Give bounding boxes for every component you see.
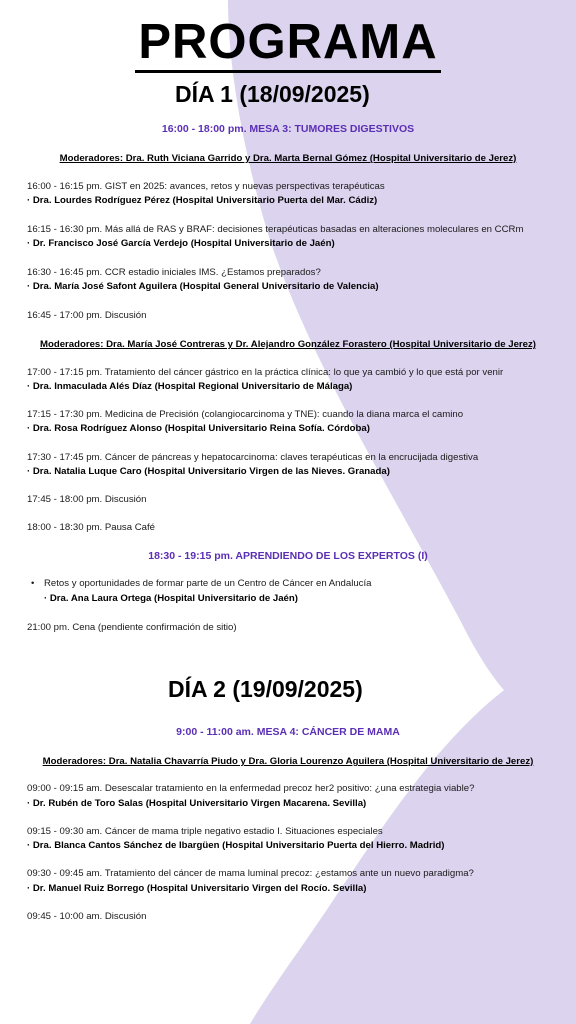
talk-time-title: 16:00 - 16:15 pm. GIST en 2025: avances, retos y nuevas perspectivas terapéuticas: [27, 181, 385, 192]
talk-time-title: 17:15 - 17:30 pm. Medicina de Precisión (colangiocarcinoma y TNE): cuando la diana marca el camino: [27, 409, 464, 420]
talk-speaker: · Dra. Natalia Luque Caro (Hospital Universitario Virgen de las Nieves. Granada): [27, 466, 390, 477]
discussion-item: 16:45 - 17:00 pm. Discusión: [27, 310, 147, 321]
talk-speaker: · Dra. Inmaculada Alés Díaz (Hospital Regional Universitario de Málaga): [27, 381, 353, 392]
talk-speaker: · Dr. Rubén de Toro Salas (Hospital Universitario Virgen Macarena. Sevilla): [27, 798, 367, 809]
expert-speaker: · Dra. Ana Laura Ortega (Hospital Universitario de Jaén): [44, 593, 298, 604]
dinner-item: 21:00 pm. Cena (pendiente confirmación de sitio): [27, 622, 237, 633]
day2-session-title: 9:00 - 11:00 am. MESA 4: CÁNCER DE MAMA: [176, 726, 400, 738]
coffee-break-item: 18:00 - 18:30 pm. Pausa Café: [27, 522, 155, 533]
talk-time-title: 17:30 - 17:45 pm. Cáncer de páncreas y hepatocarcinoma: claves terapéuticas en la encrucijada digestiva: [27, 452, 479, 463]
talk-time-title: 09:00 - 09:15 am. Desescalar tratamiento en la enfermedad precoz her2 positivo: ¿una estrategia viable?: [27, 783, 475, 794]
talk-speaker: · Dr. Francisco José García Verdejo (Hospital Universitario de Jaén): [27, 238, 335, 249]
day1-heading: DÍA 1 (18/09/2025): [175, 81, 370, 107]
day1-session-title: 16:00 - 18:00 pm. MESA 3: TUMORES DIGESTIVOS: [161, 123, 415, 135]
talk-speaker: · Dra. Rosa Rodríguez Alonso (Hospital Universitario Reina Sofía. Córdoba): [27, 423, 370, 434]
talk-time-title: 16:15 - 16:30 pm. Más allá de RAS y BRAF: decisiones terapéuticas basadas en alteraciones moleculares en CCRm: [27, 224, 524, 235]
talk-time-title: 09:30 - 09:45 am. Tratamiento del cáncer de mama luminal precoz: ¿estamos ante un nuevo paradigma?: [27, 868, 474, 879]
day1-experts-session-title: 18:30 - 19:15 pm. APRENDIENDO DE LOS EXPERTOS (I): [148, 550, 428, 562]
talk-time-title: 17:00 - 17:15 pm. Tratamiento del cáncer gástrico en la práctica clínica: lo que ya cambió y lo que está por venir: [27, 367, 504, 378]
day2-moderators: Moderadores: Dra. Natalia Chavarría Piudo y Dra. Gloria Lourenzo Aguilera (Hospital Universitario de Jerez): [42, 756, 534, 767]
title-underline: [135, 70, 441, 73]
bullet-icon: •: [31, 578, 35, 589]
day2-heading: DÍA 2 (19/09/2025): [168, 676, 363, 702]
talk-speaker: · Dra. Lourdes Rodríguez Pérez (Hospital Universitario Puerta del Mar. Cádiz): [27, 195, 378, 206]
discussion-item: 09:45 - 10:00 am. Discusión: [27, 911, 147, 922]
talk-speaker: · Dr. Manuel Ruiz Borrego (Hospital Universitario Virgen del Rocío. Sevilla): [27, 883, 367, 894]
talk-time-title: 16:30 - 16:45 pm. CCR estadio iniciales IMS. ¿Estamos preparados?: [27, 267, 321, 278]
talk-speaker: · Dra. Blanca Cantos Sánchez de Ibargüen (Hospital Universitario Puerta del Hierro. Madrid): [27, 840, 445, 851]
talk-speaker: · Dra. María José Safont Aguilera (Hospital General Universitario de Valencia): [27, 281, 379, 292]
expert-topic: Retos y oportunidades de formar parte de un Centro de Cáncer en Andalucía: [44, 578, 372, 589]
talk-time-title: 09:15 - 09:30 am. Cáncer de mama triple negativo estadio I. Situaciones especiales: [27, 826, 383, 837]
page-title: PROGRAMA: [138, 15, 438, 69]
discussion-item: 17:45 - 18:00 pm. Discusión: [27, 494, 147, 505]
day1-moderators-2: Moderadores: Dra. María José Contreras y Dr. Alejandro González Forastero (Hospital Universitario de Jerez): [40, 339, 536, 350]
day1-moderators-1: Moderadores: Dra. Ruth Viciana Garrido y Dra. Marta Bernal Gómez (Hospital Universitario de Jerez): [59, 153, 517, 164]
